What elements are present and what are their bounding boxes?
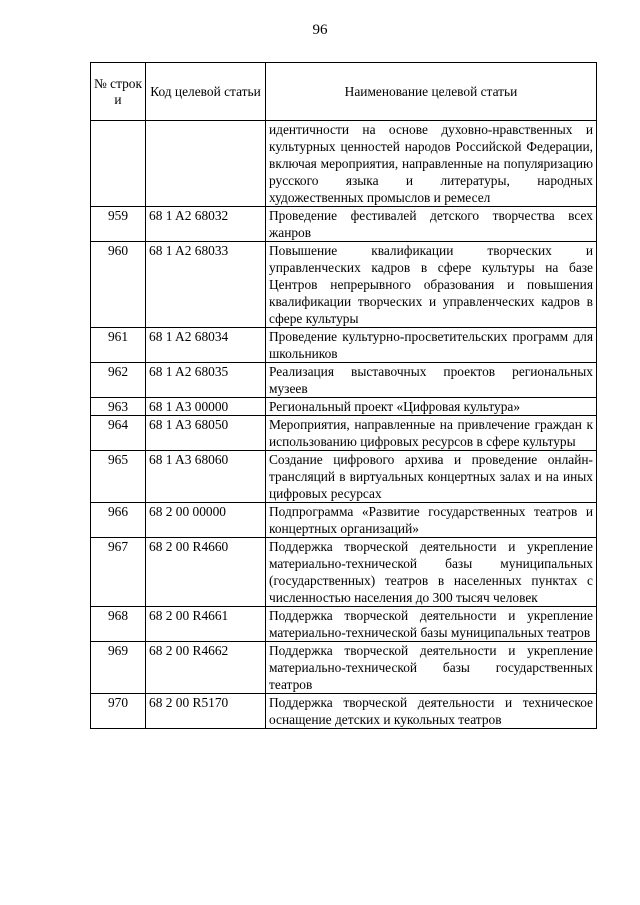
- table-row: [91, 363, 597, 398]
- row-number: 964: [91, 416, 146, 451]
- table-row: [91, 328, 597, 363]
- table-row: [91, 121, 597, 207]
- article-code: 68 1 A2 68033: [146, 242, 266, 328]
- row-number: 967: [91, 538, 146, 607]
- table-row: [91, 607, 597, 642]
- row-number: 969: [91, 642, 146, 694]
- target-articles-table: [90, 62, 597, 729]
- table-row: [91, 538, 597, 607]
- row-number: 966: [91, 503, 146, 538]
- table-row: [91, 451, 597, 503]
- row-number: 970: [91, 694, 146, 729]
- header-article-name: Наименование целевой статьи: [266, 63, 597, 121]
- article-name: Региональный проект «Цифровая культура»: [266, 398, 597, 416]
- table-row: [91, 503, 597, 538]
- article-code: 68 2 00 R4661: [146, 607, 266, 642]
- article-code: 68 2 00 R4662: [146, 642, 266, 694]
- row-number: 961: [91, 328, 146, 363]
- article-name: Создание цифрового архива и проведение онлайн-трансляций в виртуальных концертных залах и на иных цифровых ресурсах: [266, 451, 597, 503]
- article-code: 68 1 A3 68060: [146, 451, 266, 503]
- article-name: Подпрограмма «Развитие государственных театров и концертных организаций»: [266, 503, 597, 538]
- table-row: [91, 207, 597, 242]
- row-number: [91, 121, 146, 207]
- header-article-code: Код целевой статьи: [146, 63, 266, 121]
- header-row-number: № строк и: [91, 63, 146, 121]
- article-code: 68 2 00 R5170: [146, 694, 266, 729]
- row-number: 959: [91, 207, 146, 242]
- article-code: 68 1 A2 68032: [146, 207, 266, 242]
- row-number: 965: [91, 451, 146, 503]
- article-code: 68 2 00 R4660: [146, 538, 266, 607]
- article-name: Проведение фестивалей детского творчества всех жанров: [266, 207, 597, 242]
- article-name: Проведение культурно-просветительских программ для школьников: [266, 328, 597, 363]
- page-number: 96: [312, 22, 328, 38]
- article-name: Поддержка творческой деятельности и укрепление материально-технической базы государственных театров: [266, 642, 597, 694]
- table-row: [91, 694, 597, 729]
- table-row: [91, 242, 597, 328]
- table-row: [91, 398, 597, 416]
- article-name: Поддержка творческой деятельности и техническое оснащение детских и кукольных театров: [266, 694, 597, 729]
- row-number: 960: [91, 242, 146, 328]
- table-row: [91, 416, 597, 451]
- article-code: [146, 121, 266, 207]
- table-row: [91, 642, 597, 694]
- article-name: Реализация выставочных проектов региональных музеев: [266, 363, 597, 398]
- row-number: 968: [91, 607, 146, 642]
- article-code: 68 1 A3 00000: [146, 398, 266, 416]
- article-name: Мероприятия, направленные на привлечение граждан к использованию цифровых ресурсов в сфере культуры: [266, 416, 597, 451]
- row-number: 962: [91, 363, 146, 398]
- table-body: [91, 121, 597, 729]
- article-code: 68 1 A3 68050: [146, 416, 266, 451]
- article-name: идентичности на основе духовно-нравственных и культурных ценностей народов Российской Федерации, включая мероприятия, направленные на популяризацию русского языка и литературы, народных художественных промыслов и ремесел: [266, 121, 597, 207]
- row-number: 963: [91, 398, 146, 416]
- article-name: Повышение квалификации творческих и управленческих кадров в сфере культуры на базе Центров непрерывного образования и повышения квалификации творческих и управленческих кадров в сфере культуры: [266, 242, 597, 328]
- article-code: 68 1 A2 68034: [146, 328, 266, 363]
- article-code: 68 2 00 00000: [146, 503, 266, 538]
- article-name: Поддержка творческой деятельности и укрепление материально-технической базы муниципальных театров: [266, 607, 597, 642]
- article-code: 68 1 A2 68035: [146, 363, 266, 398]
- table-header-row: [91, 63, 597, 121]
- article-name: Поддержка творческой деятельности и укрепление материально-технической базы муниципальных (государственных) театров в населенных пунктах с численностью населения до 300 тысяч человек: [266, 538, 597, 607]
